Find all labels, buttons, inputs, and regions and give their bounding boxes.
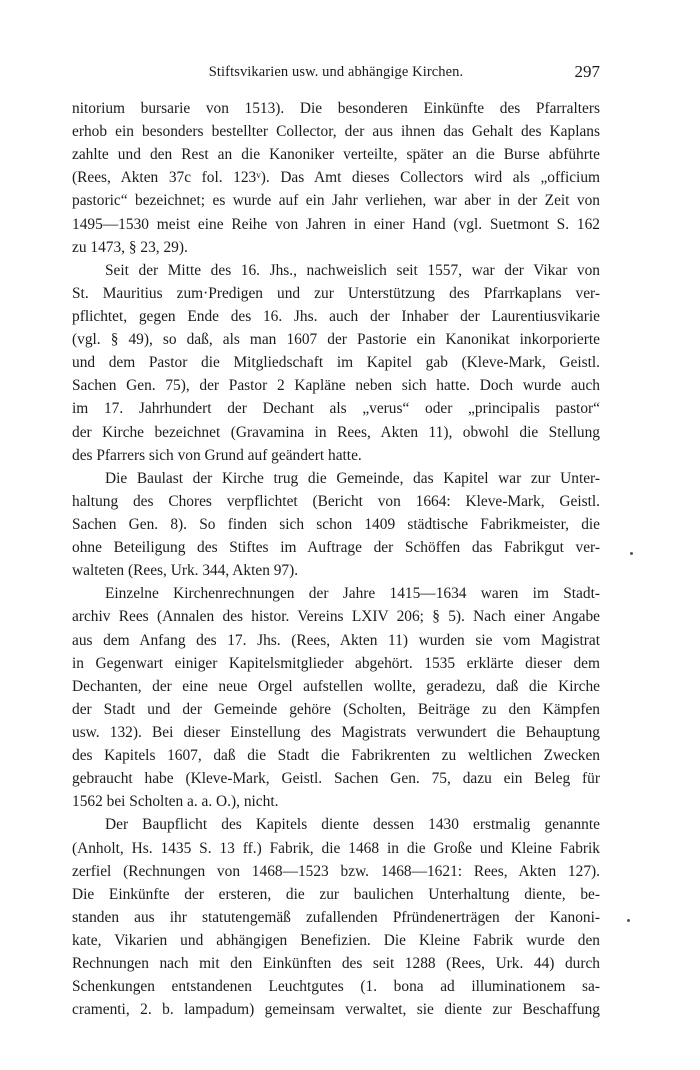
- text-line: Sachen Gen. 8). So finden sich schon 1409 städtische Fabrikmeister, die: [72, 515, 600, 533]
- margin-dot-mark: [627, 919, 630, 922]
- text-line: walteten (Rees, Urk. 344, Akten 97).: [72, 562, 299, 580]
- text-line: Sachen Gen. 75), der Pastor 2 Kapläne neben sich hatte. Doch wurde auch: [72, 377, 600, 395]
- text-line: Der Baupflicht des Kapitels diente dessen 1430 erstmalig genannte: [105, 816, 600, 834]
- paragraph-1: [72, 97, 600, 259]
- text-line: aus dem Anfang des 17. Jhs. (Rees, Akten 11) wurden sie vom Magistrat: [72, 631, 600, 649]
- text-line: zahlte und den Rest an die Kanoniker verteilte, später an die Burse abführte: [72, 146, 600, 164]
- text-line: cramenti, 2. b. lampadum) gemeinsam verwaltet, sie diente zur Beschaffung: [72, 1001, 600, 1019]
- text-line: usw. 132). Bei dieser Einstellung des Magistrats verwundert die Behauptung: [72, 723, 600, 741]
- paragraph-5: [72, 813, 600, 1021]
- text-line: zu 1473, § 23, 29).: [72, 238, 188, 256]
- text-line: im 17. Jahrhundert der Dechant als „verus“ oder „principalis pastor“: [72, 400, 600, 418]
- running-title: Stiftsvikarien usw. und abhängige Kirchen.: [208, 64, 464, 80]
- text-line: des Kapitels 1607, daß die Stadt die Fabrikrenten zu weltlichen Zwecken: [72, 747, 600, 765]
- text-line: erhob ein besonders bestellter Collector, der aus ihnen das Gehalt des Kaplans: [72, 123, 600, 141]
- margin-dot-mark: [630, 552, 633, 555]
- text-line: ohne Beteiligung des Stiftes im Auftrage der Schöffen das Fabrikgut ver-: [72, 539, 600, 557]
- text-line: pastoric“ bezeichnet; es wurde auf ein Jahr verliehen, war aber in der Zeit von: [72, 192, 600, 210]
- text-line: Die Einkünfte der ersteren, die zur baulichen Unterhaltung diente, be-: [72, 885, 600, 903]
- paragraph-2: [72, 259, 600, 467]
- paragraph-4: [72, 582, 600, 813]
- text-line: (Rees, Akten 37c fol. 123ᵛ). Das Amt dieses Collectors wird als „officium: [72, 169, 600, 187]
- text-line: 1495—1530 meist eine Reihe von Jahren in einer Hand (vgl. Suetmont S. 162: [72, 215, 600, 233]
- text-line: und dem Pastor die Mitgliedschaft im Kapitel gab (Kleve-Mark, Geistl.: [72, 354, 600, 372]
- running-header: [72, 60, 600, 84]
- text-line: haltung des Chores verpflichtet (Bericht von 1664: Kleve-Mark, Geistl.: [72, 492, 600, 510]
- text-line: der Kirche bezeichnet (Gravamina in Rees, Akten 11), obwohl die Stellung: [72, 423, 600, 441]
- text-line: (vgl. § 49), so daß, als man 1607 der Pastorie ein Kanonikat inkorporierte: [72, 331, 600, 349]
- text-line: in Gegenwart einiger Kapitelsmitglieder abgehört. 1535 erklärte dieser dem: [72, 654, 600, 672]
- text-line: zerfiel (Rechnungen von 1468—1523 bzw. 1468—1621: Rees, Akten 127).: [72, 862, 600, 880]
- text-line: Einzelne Kirchenrechnungen der Jahre 1415—1634 waren im Stadt-: [105, 585, 600, 603]
- text-line: nitorium bursarie von 1513). Die besonderen Einkünfte des Pfarralters: [72, 100, 600, 117]
- text-line: archiv Rees (Annalen des histor. Vereins LXIV 206; § 5). Nach einer Angabe: [72, 608, 600, 626]
- text-line: pflichtet, gegen Ende des 16. Jhs. auch der Inhaber der Laurentiusvikarie: [72, 307, 600, 325]
- body-text: [72, 97, 600, 1021]
- text-line: des Pfarrers sich von Grund auf geändert hatte.: [72, 446, 362, 464]
- text-line: gebraucht habe (Kleve-Mark, Geistl. Sachen Gen. 75, dazu ein Beleg für: [72, 770, 600, 788]
- text-line: St. Mauritius zum·Predigen und zur Unterstützung des Pfarrkaplans ver-: [72, 284, 600, 302]
- text-line: der Stadt und der Gemeinde gehöre (Scholten, Beiträge zu den Kämpfen: [72, 700, 600, 718]
- text-line: Dechanten, der eine neue Orgel aufstellen wollte, geradezu, daß die Kirche: [72, 677, 600, 695]
- text-line: Rechnungen nach mit den Einkünften des seit 1288 (Rees, Urk. 44) durch: [72, 955, 600, 973]
- text-line: 1562 bei Scholten a. a. O.), nicht.: [72, 793, 279, 811]
- text-line: Schenkungen entstandenen Leuchtgutes (1. bona ad illuminationem sa-: [72, 978, 600, 996]
- text-line: standen aus ihr statutengemäß zufallenden Pfründenerträgen der Kanoni-: [72, 908, 600, 926]
- text-line: (Anholt, Hs. 1435 S. 13 ff.) Fabrik, die 1468 in die Große und Kleine Fabrik: [72, 839, 600, 857]
- text-line: Die Baulast der Kirche trug die Gemeinde, das Kapitel war zur Unter-: [105, 469, 600, 487]
- paragraph-3: [72, 467, 600, 583]
- text-line: kate, Vikarien und abhängigen Benefizien. Die Kleine Fabrik wurde den: [72, 931, 600, 949]
- page-number: 297: [574, 62, 600, 81]
- text-line: Seit der Mitte des 16. Jhs., nachweislich seit 1557, war der Vikar von: [105, 261, 600, 279]
